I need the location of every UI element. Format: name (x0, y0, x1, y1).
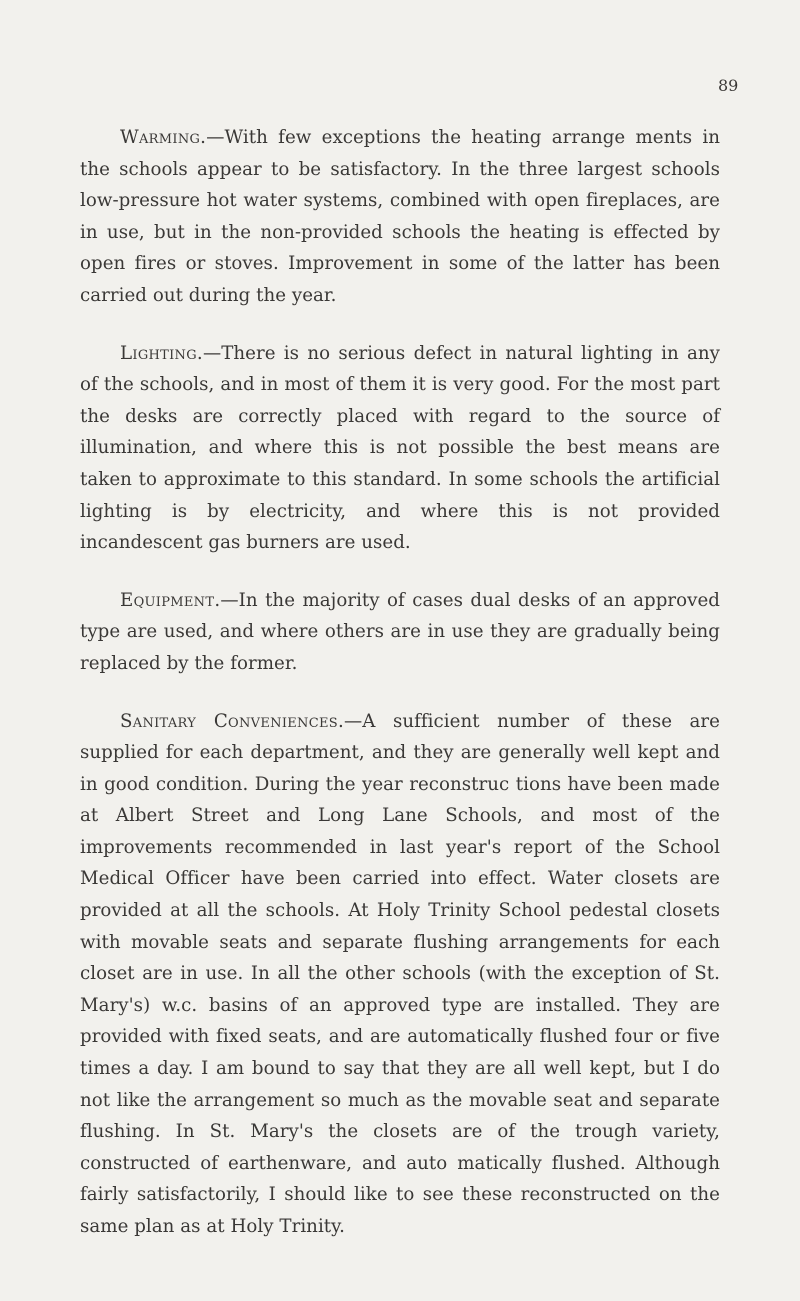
section-text-sanitary-conveniences: —A sufficient number of these are supplied for each department, and they are generally well kept and in good condition. During the year reconstruc tions have been made at Albert Street and Long Lane Schools, and most of the improvements recommended in last year's report of the School Medical Officer have been carried into effect. Water closets are provided at all the schools. At Holy Trinity School pedestal closets with movable seats and separate flushing arrangements for each closet are in use. In all the other schools (with the exception of St. Mary's) w.c. basins of an approved type are installed. They are provided with fixed seats, and are automatically flushed four or five times a day. I am bound to say that they are all well kept, but I do not like the arrangement so much as the movable seat and separate flushing. In St. Mary's the closets are of the trough variety, constructed of earthenware, and auto matically flushed. Although fairly satisfactorily, I should like to see these reconstructed on the same plan as at Holy Trinity. (80, 710, 720, 1237)
body-text (80, 122, 720, 1269)
section-heading-lighting: Lighting. (120, 342, 203, 364)
paragraph-warming (80, 122, 720, 312)
section-heading-equipment: Equipment. (120, 589, 221, 611)
section-text-equipment: —In the majority of cases dual desks of an approved type are used, and where others are in use they are gradually being replaced by the former. (80, 589, 720, 674)
paragraph-equipment (80, 585, 720, 680)
paragraph-lighting (80, 338, 720, 559)
section-text-warming: —With few exceptions the heating arrange ments in the schools appear to be satisfactory. In the three largest schools low-pressure hot water systems, combined with open fireplaces, are in use, but in the non-provided schools the heating is effected by open fires or stoves. Improvement in some of the latter has been carried out during the year. (80, 127, 720, 306)
section-heading-sanitary-conveniences: Sanitary Conveniences. (120, 710, 345, 732)
paragraph-sanitary-conveniences (80, 706, 720, 1243)
section-heading-warming: Warming. (120, 127, 207, 148)
page-number: 89 (718, 76, 739, 95)
section-text-lighting: —There is no serious defect in natural lighting in any of the schools, and in most of them it is very good. For the most part the desks are correctly placed with regard to the source of illumination, and where this is not possible the best means are taken to approximate to this standard. In some schools the artificial lighting is by electricity, and where this is not provided incandescent gas burners are used. (80, 342, 720, 554)
